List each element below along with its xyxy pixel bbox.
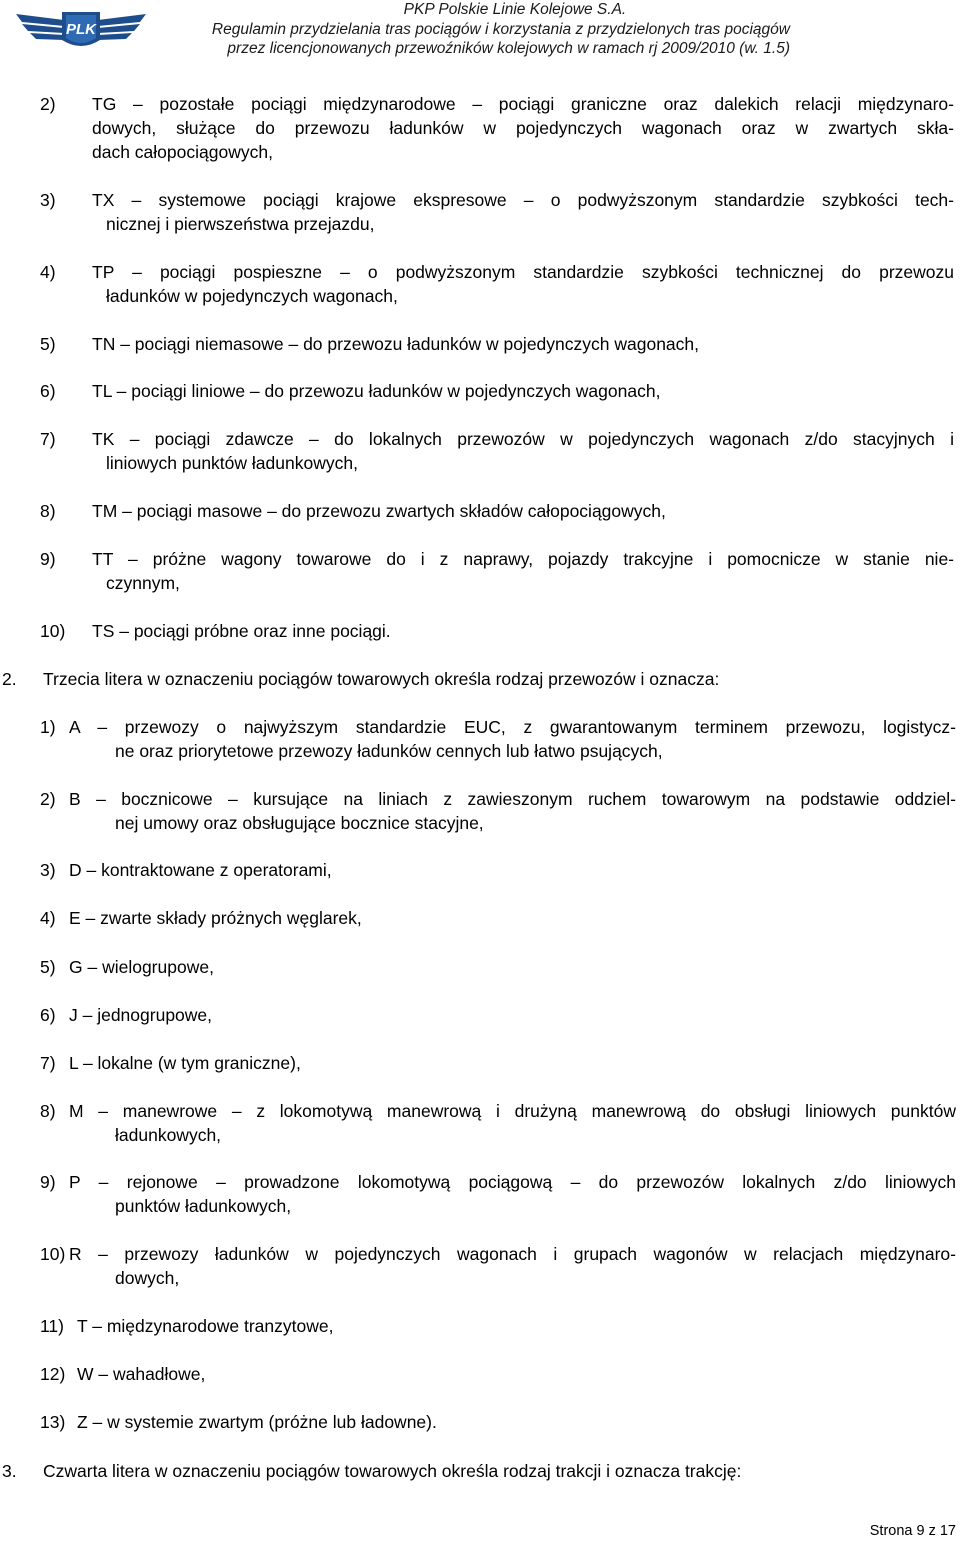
item-text-line: TG – pozostałe pociągi międzynarodowe – pociągi graniczne oraz dalekich relacji międzynaro- [92,94,954,114]
item-number: 3) [40,860,56,880]
page-number: Strona 9 z 17 [869,1523,956,1539]
item-text-line: punktów ładunkowych, [115,1196,292,1216]
item-number: 5) [40,957,56,977]
item-text-line: E – zwarte składy próżnych węglarek, [69,908,362,928]
item-text-line: P – rejonowe – prowadzone lokomotywą pociągową – do przewozów lokalnych z/do liniowych [69,1172,956,1192]
item-text-line: dowych, [115,1268,180,1288]
item-number: 9) [40,1172,56,1192]
item-number: 6) [40,381,56,401]
item-text-line: W – wahadłowe, [77,1364,206,1384]
item-number: 2) [40,789,56,809]
item-number: 7) [40,429,56,449]
item-text-line: TN – pociągi niemasowe – do przewozu ładunków w pojedynczych wagonach, [92,334,700,354]
item-text-line: TS – pociągi próbne oraz inne pociągi. [92,621,391,641]
regulation-title-line1: Regulamin przydzielania tras pociągów i korzystania z przydzielonych tras pociągów [211,21,790,38]
regulation-title-line2: przez licencjonowanych przewoźników kolejowych w ramach rj 2009/2010 (w. 1.5) [227,40,790,57]
item-text-line: L – lokalne (w tym graniczne), [69,1053,301,1073]
item-number: 4) [40,908,56,928]
item-text-line: dowych, służące do przewozu ładunków w pojedynczych wagonach oraz w zwartych skła- [92,118,954,138]
item-text-line: D – kontraktowane z operatorami, [69,860,332,880]
item-number: 4) [40,262,56,282]
item-text-line: TL – pociągi liniowe – do przewozu ładunków w pojedynczych wagonach, [92,381,661,401]
item-number: 1) [40,717,56,737]
header-text [212,0,790,58]
section-number: 3. [2,1461,17,1481]
item-text-line: R – przewozy ładunków w pojedynczych wagonach i grupach wagonów w relacjach międzynaro- [69,1244,956,1264]
item-text-line: Z – w systemie zwartym (próżne lub ładowne). [77,1412,437,1432]
item-text-line: ładunkowych, [115,1125,222,1145]
item-text-line: nej umowy oraz obsługujące bocznice stacyjne, [115,813,484,833]
section-text: Trzecia litera w oznaczeniu pociągów towarowych określa rodzaj przewozów i oznacza: [43,669,720,689]
item-text-line: TT – próżne wagony towarowe do i z naprawy, pojazdy trakcyjne i pomocnicze w stanie nie- [92,549,954,569]
item-text-line: nicznej i pierwszeństwa przejazdu, [106,214,375,234]
item-text-line: TK – pociągi zdawcze – do lokalnych przewozów w pojedynczych wagonach z/do stacyjnych i [92,429,954,449]
item-text-line: J – jednogrupowe, [69,1005,213,1025]
item-number: 9) [40,549,56,569]
item-text-line: G – wielogrupowe, [69,957,214,977]
item-text-line: M – manewrowe – z lokomotywą manewrową i drużyną manewrową do obsługi liniowych punktów [69,1101,956,1121]
item-text-line: czynnym, [106,573,180,593]
logo-text: PLK [66,21,96,38]
item-text-line: ne oraz priorytetowe przewozy ładunków cennych lub łatwo psujących, [115,741,663,761]
section-number: 2. [2,669,17,689]
item-text-line: TX – systemowe pociągi krajowe ekspresowe – o podwyższonym standardzie szybkości tech- [92,190,954,210]
item-number: 8) [40,501,56,521]
item-text-line: T – międzynarodowe tranzytowe, [77,1316,334,1336]
company-name: PKP Polskie Linie Kolejowe S.A. [403,1,627,18]
plk-logo [12,4,150,54]
item-number: 11) [40,1316,64,1336]
item-text-line: TM – pociągi masowe – do przewozu zwartych składów całopociągowych, [92,501,666,521]
item-text-line: dach całopociągowych, [92,142,273,162]
item-text-line: B – bocznicowe – kursujące na liniach z zawieszonym ruchem towarowym na podstawie oddziel- [69,789,956,809]
item-number: 8) [40,1101,56,1121]
item-text-line: liniowych punktów ładunkowych, [106,453,358,473]
item-text-line: A – przewozy o najwyższym standardzie EUC, z gwarantowanym terminem przewozu, logistycz- [69,717,956,737]
item-number: 13) [40,1412,66,1432]
item-number: 10) [40,621,66,641]
item-number: 7) [40,1053,56,1073]
item-text-line: ładunków w pojedynczych wagonach, [106,286,398,306]
item-text-line: TP – pociągi pospieszne – o podwyższonym standardzie szybkości technicznej do przewozu [92,262,954,282]
item-number: 12) [40,1364,66,1384]
item-number: 6) [40,1005,56,1025]
page-header [0,0,960,70]
item-number: 2) [40,94,56,114]
item-number: 10) [40,1244,66,1264]
section-text: Czwarta litera w oznaczeniu pociągów towarowych określa rodzaj trakcji i oznacza trakcję: [43,1461,742,1481]
item-number: 5) [40,334,56,354]
item-number: 3) [40,190,56,210]
